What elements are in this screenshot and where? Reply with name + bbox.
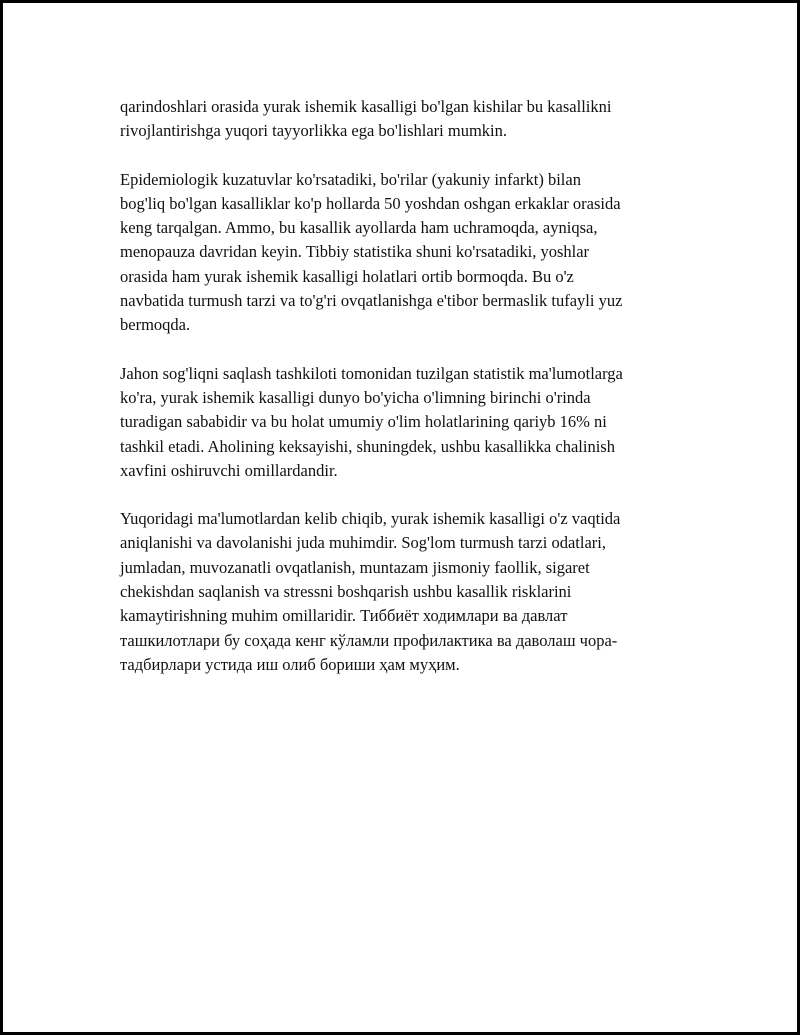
document-body	[120, 95, 690, 701]
paragraph-3: Jahon sog'liqni saqlash tashkiloti tomonidan tuzilgan statistik ma'lumotlarga ko'ra, yurak ishemik kasalligi dunyo bo'yicha o'limning birinchi o'rinda turadigan sababidir va bu holat umumiy o'lim holatlarining qariyb 16% ni tashkil etadi. Aholining keksayishi, shuningdek, ushbu kasallikka chalinish xavfini oshiruvchi omillardandir.	[120, 363, 623, 480]
paragraph-1: qarindoshlari orasida yurak ishemik kasalligi bo'lgan kishilar bu kasallikni rivojlantirishga yuqori tayyorlikka ega bo'lishlari mumkin.	[120, 97, 612, 141]
paragraph-2: Epidemiologik kuzatuvlar ko'rsatadiki, bo'rilar (yakuniy infarkt) bilan bog'liq bo'lgan kasalliklar ko'p hollarda 50 yoshdan oshgan erkaklar orasida keng tarqalgan. Ammo, bu kasallik ayollarda ham uchramoqda, ayniqsa, menopauza davridan keyin. Tibbiy statistika shuni ko'rsatadiki, yoshlar orasida ham yurak ishemik kasalligi holatlari ortib bormoqda. Bu o'z navbatida turmush tarzi va to'g'ri ovqatlanishga e'tibor bermaslik tufayli yuz bermoqda.	[120, 169, 623, 335]
paragraph-4: Yuqoridagi ma'lumotlardan kelib chiqib, yurak ishemik kasalligi o'z vaqtida aniqlanishi va davolanishi juda muhimdir. Sog'lom turmush tarzi odatlari, jumladan, muvozanatli ovqatlanish, muntazam jismoniy faollik, sigaret chekishdan saqlanish va stressni boshqarish ushbu kasallik risklarini kamaytirishning muhim omillaridir. Тиббиёт ходимлари ва давлат ташкилотлари бу соҳада кенг кўламли профилактика ва даволаш чора- тадбирлари устида иш олиб бориши ҳам муҳим.	[120, 509, 621, 674]
